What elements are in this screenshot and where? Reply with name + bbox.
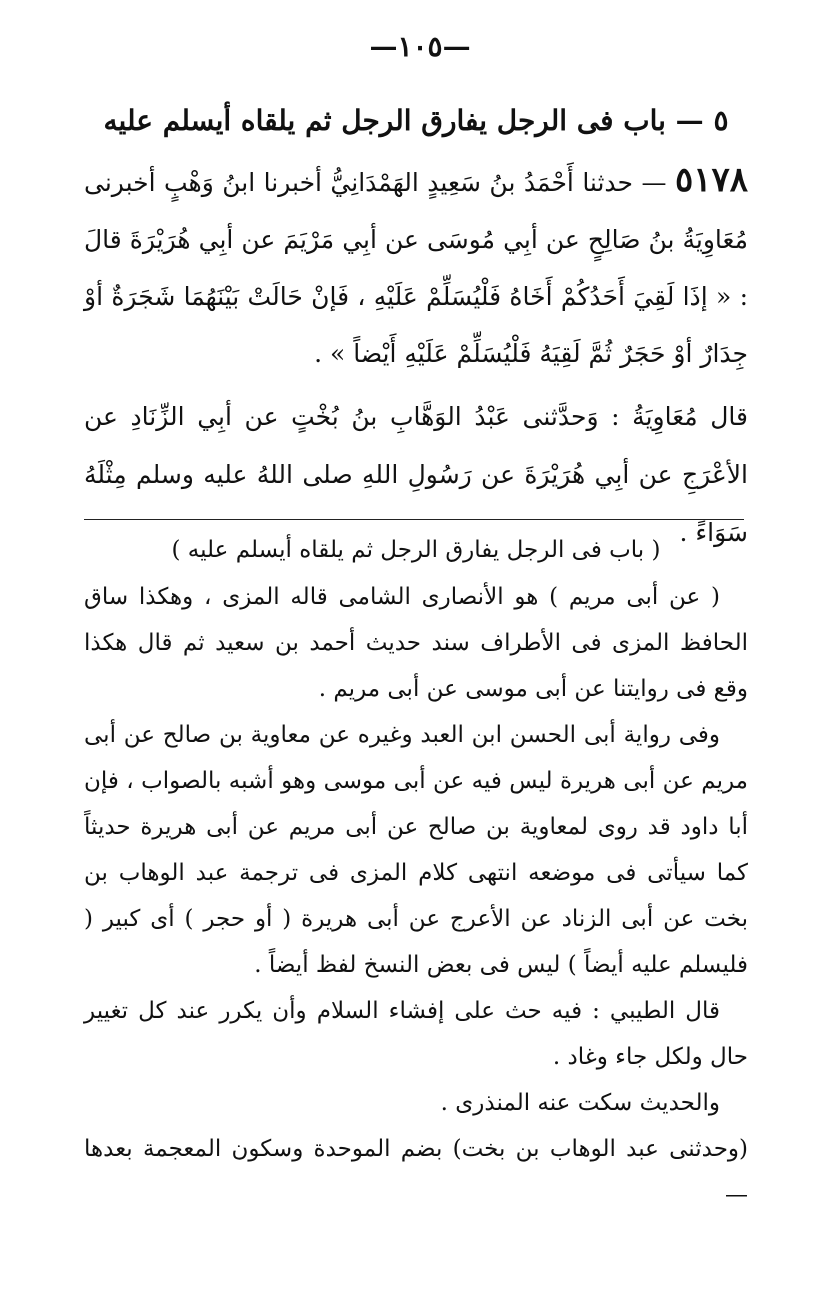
commentary-paragraph: والحديث سكت عنه المنذرى . — [440, 1090, 720, 1116]
commentary-paragraph: وفى رواية أبى الحسن ابن العبد وغيره عن معاوية بن صالح عن أبى مريم عن أبى هريرة ليس فيه عن أبى موسى وهو أشبه بالصواب ، فإن أبا داود قد روى لمعاوية بن صالح عن أبى مريم عن أبى هريرة حديثاً كما سيأتى فى موضعه انتهى كلام المزى فى ترجمة عبد الوهاب بن بخت عن أبى الزناد عن الأعرج عن أبى هريرة ( أو حجر ) أى كبير ( فليسلم عليه أيضاً ) ليس فى بعض النسخ لفظ أيضاً . — [84, 722, 748, 978]
commentary-paragraph: قال الطيبي : فيه حث على إفشاء السلام وأن يكرر عند كل تغيير حال ولكل جاء وغاد . — [84, 998, 748, 1070]
commentary-title: ( باب فى الرجل يفارق الرجل ثم يلقاه أيسلم عليه ) — [171, 537, 661, 563]
hadith-line: مُعَاوِيَةُ بنُ صَالِحٍ عن أبِي مُوسَى عن أبِي مَرْيَمَ عن أبِي هُرَيْرَةَ قالَ : — [84, 225, 748, 311]
commentary — [84, 526, 748, 1218]
hadith-line: أوْ حَجَرٌ ثُمَّ لَقِيَهُ فَلْيُسَلِّمْ عَلَيْهِ أَيْضاً » . — [314, 339, 693, 368]
commentary-paragraph: (وحدثنى عبد الوهاب بن بخت) بضم الموحدة وسكون المعجمة بعدها — — [84, 1136, 748, 1208]
page-number: —١٠٥— — [369, 30, 471, 63]
main-text — [84, 92, 748, 562]
narration-line: قال مُعَاوِيَةُ : وَحدَّثنى عَبْدُ الوَهَّابِ بنُ بُخْتٍ عن أبِي الزِّنَادِ عن الأعْرَجِ — [84, 402, 748, 489]
footnote-divider — [84, 519, 744, 520]
hadith-number: ٥١٧٨ — [674, 160, 748, 200]
hadith-line: « إذَا لَقِيَ أَحَدُكُمْ أَخَاهُ فَلْيُسَلِّمْ عَلَيْهِ ، فَإنْ حَالَتْ بَيْنَهُمَا شَجَرَةٌ أوْ جِدَارٌ — [84, 282, 748, 368]
hadith-text — [84, 152, 748, 382]
narration-line: عن أبِي هُرَيْرَةَ عن رَسُولِ اللهِ صلى اللهُ عليه وسلم مِثْلَهُ سَوَاءً . — [84, 460, 748, 547]
commentary-paragraph: ( عن أبى مريم ) هو الأنصارى الشامى قاله المزى ، وهكذا ساق الحافظ المزى فى الأطراف سند حديث أحمد بن سعيد ثم قال هكذا وقع فى روايتنا عن أبى موسى عن أبى مريم . — [84, 584, 748, 702]
chapter-title: ٥ — باب فى الرجل يفارق الرجل ثم يلقاه أيسلم عليه — [103, 104, 729, 137]
hadith-line: — حدثنا أَحْمَدُ بنُ سَعِيدٍ الهَمْدَانِيُّ أخبرنا ابنُ وَهْبٍ أخبرنى — [84, 168, 667, 197]
